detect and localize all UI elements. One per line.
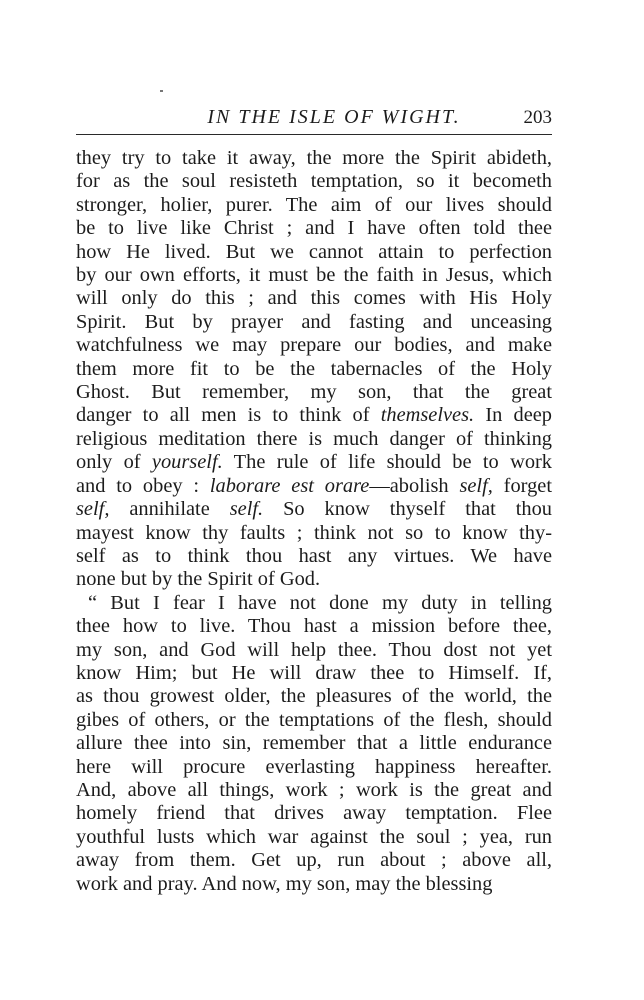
- text-run: Spirit. But by prayer and fasting and unceasing: [76, 310, 552, 333]
- italic-run: self,: [459, 474, 493, 497]
- text-run: watchfulness we may prepare our bodies, and make: [76, 334, 552, 357]
- text-run: as thou growest older, the pleasures of the world, the: [76, 685, 552, 708]
- text-line: [76, 779, 552, 802]
- text-run: religious meditation there is much danger of thinking: [76, 427, 552, 450]
- paragraph: [76, 592, 552, 896]
- text-line: [76, 311, 552, 334]
- text-run: —abolish: [369, 474, 460, 497]
- text-line: [76, 498, 552, 521]
- text-line: [76, 451, 552, 474]
- text-line: [76, 568, 552, 591]
- text-line: [76, 264, 552, 287]
- text-run: for as the soul resisteth temptation, so it becometh: [76, 170, 552, 193]
- text-run: know Him; but He will draw thee to Himself. If,: [76, 661, 552, 684]
- text-run: and to obey :: [76, 474, 210, 497]
- italic-run: laborare est orare: [209, 474, 370, 497]
- text-run: them more fit to be the tabernacles of the Holy: [76, 357, 552, 380]
- running-head: [76, 105, 552, 129]
- running-head-title: IN THE ISLE OF WIGHT.: [207, 106, 461, 128]
- text-run: Ghost. But remember, my son, that the great: [76, 381, 552, 404]
- text-line: [76, 849, 552, 872]
- text-run: And, above all things, work ; work is the great and: [76, 778, 552, 801]
- text-run: they try to take it away, the more the Spirit abideth,: [76, 147, 552, 169]
- italic-run: yourself.: [151, 451, 223, 474]
- text-run: will only do this ; and this comes with His Holy: [76, 287, 552, 310]
- text-line: [76, 732, 552, 755]
- text-run: allure thee into sin, remember that a little endurance: [76, 732, 552, 755]
- text-line: [76, 475, 552, 498]
- text-run: homely friend that drives away temptation. Flee: [76, 802, 552, 825]
- text-line: [76, 170, 552, 193]
- text-line: [76, 662, 552, 685]
- text-run: gibes of others, or the temptations of the flesh, should: [76, 708, 552, 731]
- text-run: In deep: [474, 404, 552, 427]
- body-text: [76, 147, 552, 896]
- text-run: only of: [76, 451, 152, 474]
- page-number: 203: [523, 107, 552, 128]
- italic-run: self.: [229, 498, 264, 521]
- text-line: [76, 358, 552, 381]
- text-run: none but by the Spirit of God.: [76, 568, 321, 591]
- text-line: [76, 873, 552, 896]
- text-run: forget: [492, 474, 552, 497]
- text-line: [76, 404, 552, 427]
- text-run: how He lived. But we cannot attain to perfection: [76, 240, 552, 263]
- text-run: be to live like Christ ; and I have often told thee: [76, 217, 552, 240]
- header-rule: [76, 134, 552, 135]
- text-line: [76, 639, 552, 662]
- text-run: my son, and God will help thee. Thou dost not yet: [76, 638, 552, 661]
- italic-run: self,: [76, 498, 110, 521]
- text-run: away from them. Get up, run about ; above all,: [76, 849, 552, 872]
- text-run: danger to all men is to think of: [76, 404, 381, 427]
- text-run: “ But I fear I have not done my duty in telling: [88, 591, 552, 614]
- text-line: [76, 685, 552, 708]
- text-run: by our own efforts, it must be the faith in Jesus, which: [76, 264, 552, 287]
- text-run: work and pray. And now, my son, may the blessing: [76, 872, 493, 895]
- text-line: [76, 217, 552, 240]
- text-line: [76, 428, 552, 451]
- text-line: [76, 615, 552, 638]
- text-line: [76, 334, 552, 357]
- text-line: [76, 592, 552, 615]
- text-line: [76, 826, 552, 849]
- text-run: thee how to live. Thou hast a mission before thee,: [76, 615, 552, 638]
- text-line: [76, 545, 552, 568]
- text-run: youthful lusts which war against the soul ; yea, run: [76, 825, 552, 848]
- text-line: [76, 756, 552, 779]
- text-run: self as to think thou hast any virtues. We have: [76, 544, 552, 567]
- text-line: [76, 194, 552, 217]
- text-line: [76, 241, 552, 264]
- text-line: [76, 709, 552, 732]
- text-run: So know thyself that thou: [263, 498, 552, 521]
- text-run: mayest know thy faults ; think not so to know thy-: [76, 521, 552, 544]
- text-line: [76, 522, 552, 545]
- text-run: The rule of life should be to work: [222, 451, 552, 474]
- text-run: here will procure everlasting happiness hereafter.: [76, 755, 552, 778]
- text-line: [76, 287, 552, 310]
- text-line: [76, 381, 552, 404]
- italic-run: themselves.: [380, 404, 475, 427]
- paragraph: [76, 147, 552, 592]
- text-line: [76, 802, 552, 825]
- printer-mark: [160, 90, 163, 92]
- text-line: [76, 147, 552, 170]
- text-run: stronger, holier, purer. The aim of our lives should: [76, 193, 552, 216]
- text-run: annihilate: [109, 498, 230, 521]
